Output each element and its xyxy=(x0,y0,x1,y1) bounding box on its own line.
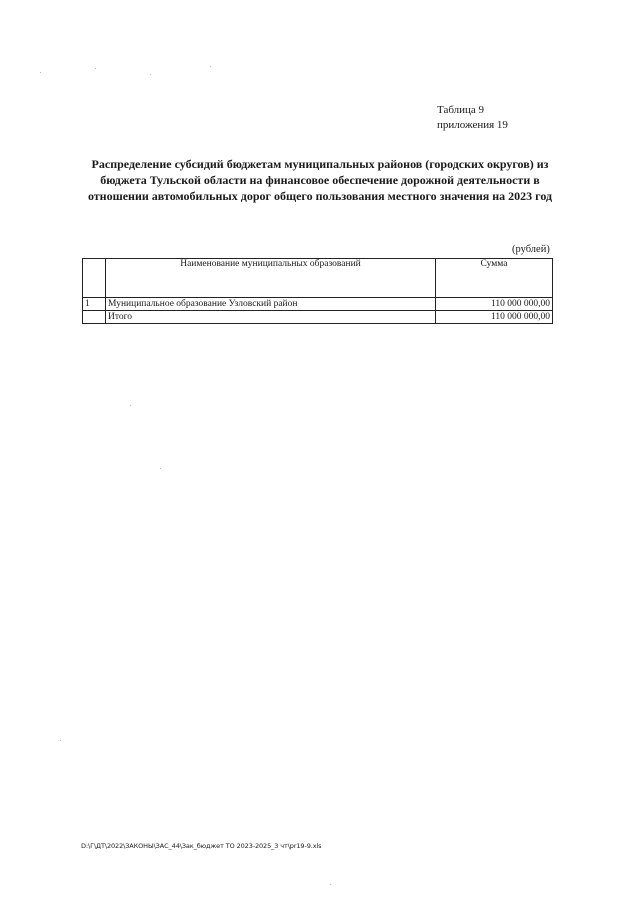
row-num-cell: 1 xyxy=(83,298,106,311)
row-name-cell: Муниципальное образование Узловский район xyxy=(106,298,436,311)
scan-speck xyxy=(330,884,331,885)
document-title: Распределение субсидий бюджетам муниципальных районов (городских округов) из бюджета Тульской области на финансовое обеспечение дорожной деятельности в отношении автомобильных дорог общего пользования местного значения на 2023 год xyxy=(87,157,553,203)
scan-speck xyxy=(130,405,131,406)
total-amount-cell: 110 000 000,00 xyxy=(436,311,553,324)
row-amount-cell: 110 000 000,00 xyxy=(436,298,553,311)
scan-speck xyxy=(210,66,211,67)
total-num-cell xyxy=(83,311,106,324)
table-label: Таблица 9 xyxy=(437,104,485,116)
scan-speck xyxy=(40,72,41,73)
header-name-cell: Наименование муниципальных образований xyxy=(106,259,436,298)
scan-speck xyxy=(60,740,61,741)
scan-speck xyxy=(150,74,151,75)
header-sum-cell: Сумма xyxy=(436,259,553,298)
appendix-label: приложения 19 xyxy=(437,119,508,131)
subsidy-table xyxy=(82,258,553,324)
total-row xyxy=(83,311,553,324)
scan-speck xyxy=(160,468,161,469)
table-reference xyxy=(437,103,508,133)
total-label-cell: Итого xyxy=(106,311,436,324)
units-label: (рублей) xyxy=(512,244,550,255)
header-num-cell xyxy=(83,259,106,298)
table-header-row xyxy=(83,259,553,298)
scan-speck xyxy=(95,68,96,69)
footer-file-path: D:\Г\ДТ\2022\ЗАКОНЫ\ЗАС_44\Зак_бюджет ТО 2023-2025_3 чт\pr19-9.xls xyxy=(81,842,322,850)
table-row xyxy=(83,298,553,311)
